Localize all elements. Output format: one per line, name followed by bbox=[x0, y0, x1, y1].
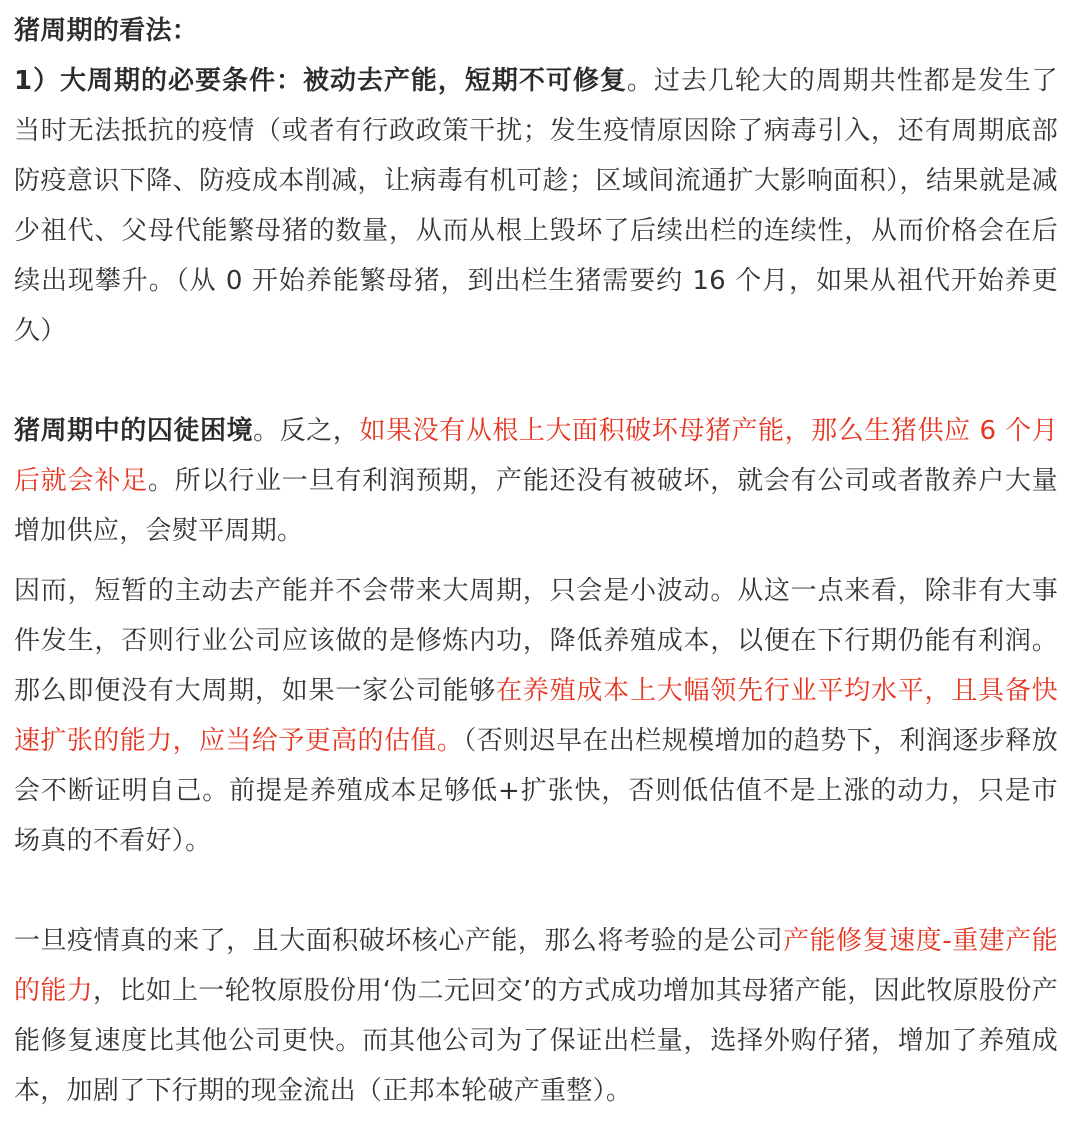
paragraph-3-body-end: （否则迟早在出栏规模增加的趋势下，利润逐步释放会不断证明自己。前提是养殖成本足够低+扩张快，否则低估值不是上涨的动力，只是市场真的不看好）。 bbox=[14, 726, 1058, 856]
paragraph-1-heading: 1）大周期的必要条件：被动去产能，短期不可修复 bbox=[14, 66, 627, 96]
paragraph-4-body-start: 一旦疫情真的来了，且大面积破坏核心产能，那么将考验的是公司 bbox=[14, 926, 784, 956]
paragraph-3-body-start: 因而，短暂的主动去产能并不会带来大周期，只会是小波动。从这一点来看，除非有大事件发生，否则行业公司应该做的是修炼内功，降低养殖成本，以便在下行期仍能有利润。那么即便没有大周期，如果一家公司能够 bbox=[14, 576, 1058, 706]
paragraph-4-body-end: ，比如上一轮牧原股份用‘伪二元回交’的方式成功增加其母猪产能，因此牧原股份产能修复速度比其他公司更快。而其他公司为了保证出栏量，选择外购仔猪，增加了养殖成本，加剧了下行期的现金流出（正邦本轮破产重整）。 bbox=[14, 976, 1058, 1106]
paragraph-2-heading: 猪周期中的囚徒困境 bbox=[14, 416, 254, 446]
spacer bbox=[14, 356, 1058, 406]
paragraph-2-highlight: 如果没有从根上大面积破坏母猪产能，那么生猪供应 6 个月后就会补足 bbox=[14, 416, 1058, 496]
title-text: 猪周期的看法： bbox=[14, 16, 199, 46]
paragraph-2-body-end: 。所以行业一旦有利润预期，产能还没有被破坏，就会有公司或者散养户大量增加供应，会熨平周期。 bbox=[14, 466, 1058, 546]
paragraph-1-body: 。过去几轮大的周期共性都是发生了当时无法抵抗的疫情（或者有行政政策干扰；发生疫情原因除了病毒引入，还有周期底部防疫意识下降、防疫成本削减，让病毒有机可趁；区域间流通扩大影响面积），结果就是减少祖代、父母代能繁母猪的数量，从而从根上毁坏了后续出栏的连续性，从而价格会在后续出现攀升。（从 0 开始养能繁母猪，到出栏生猪需要约 16 个月，如果从祖代开始养更久） bbox=[14, 66, 1058, 346]
paragraph-3 bbox=[14, 566, 1058, 866]
paragraph-4-highlight: 产能修复速度-重建产能的能力 bbox=[14, 926, 1058, 1006]
paragraph-4 bbox=[14, 916, 1058, 1116]
spacer bbox=[14, 556, 1058, 566]
paragraph-1 bbox=[14, 56, 1058, 356]
article-title bbox=[14, 6, 1058, 56]
paragraph-3-highlight: 在养殖成本上大幅领先行业平均水平，且具备快速扩张的能力，应当给予更高的估值。 bbox=[14, 676, 1058, 756]
paragraph-2 bbox=[14, 406, 1058, 556]
spacer bbox=[14, 866, 1058, 916]
paragraph-2-body-start: 。反之， bbox=[253, 416, 360, 446]
